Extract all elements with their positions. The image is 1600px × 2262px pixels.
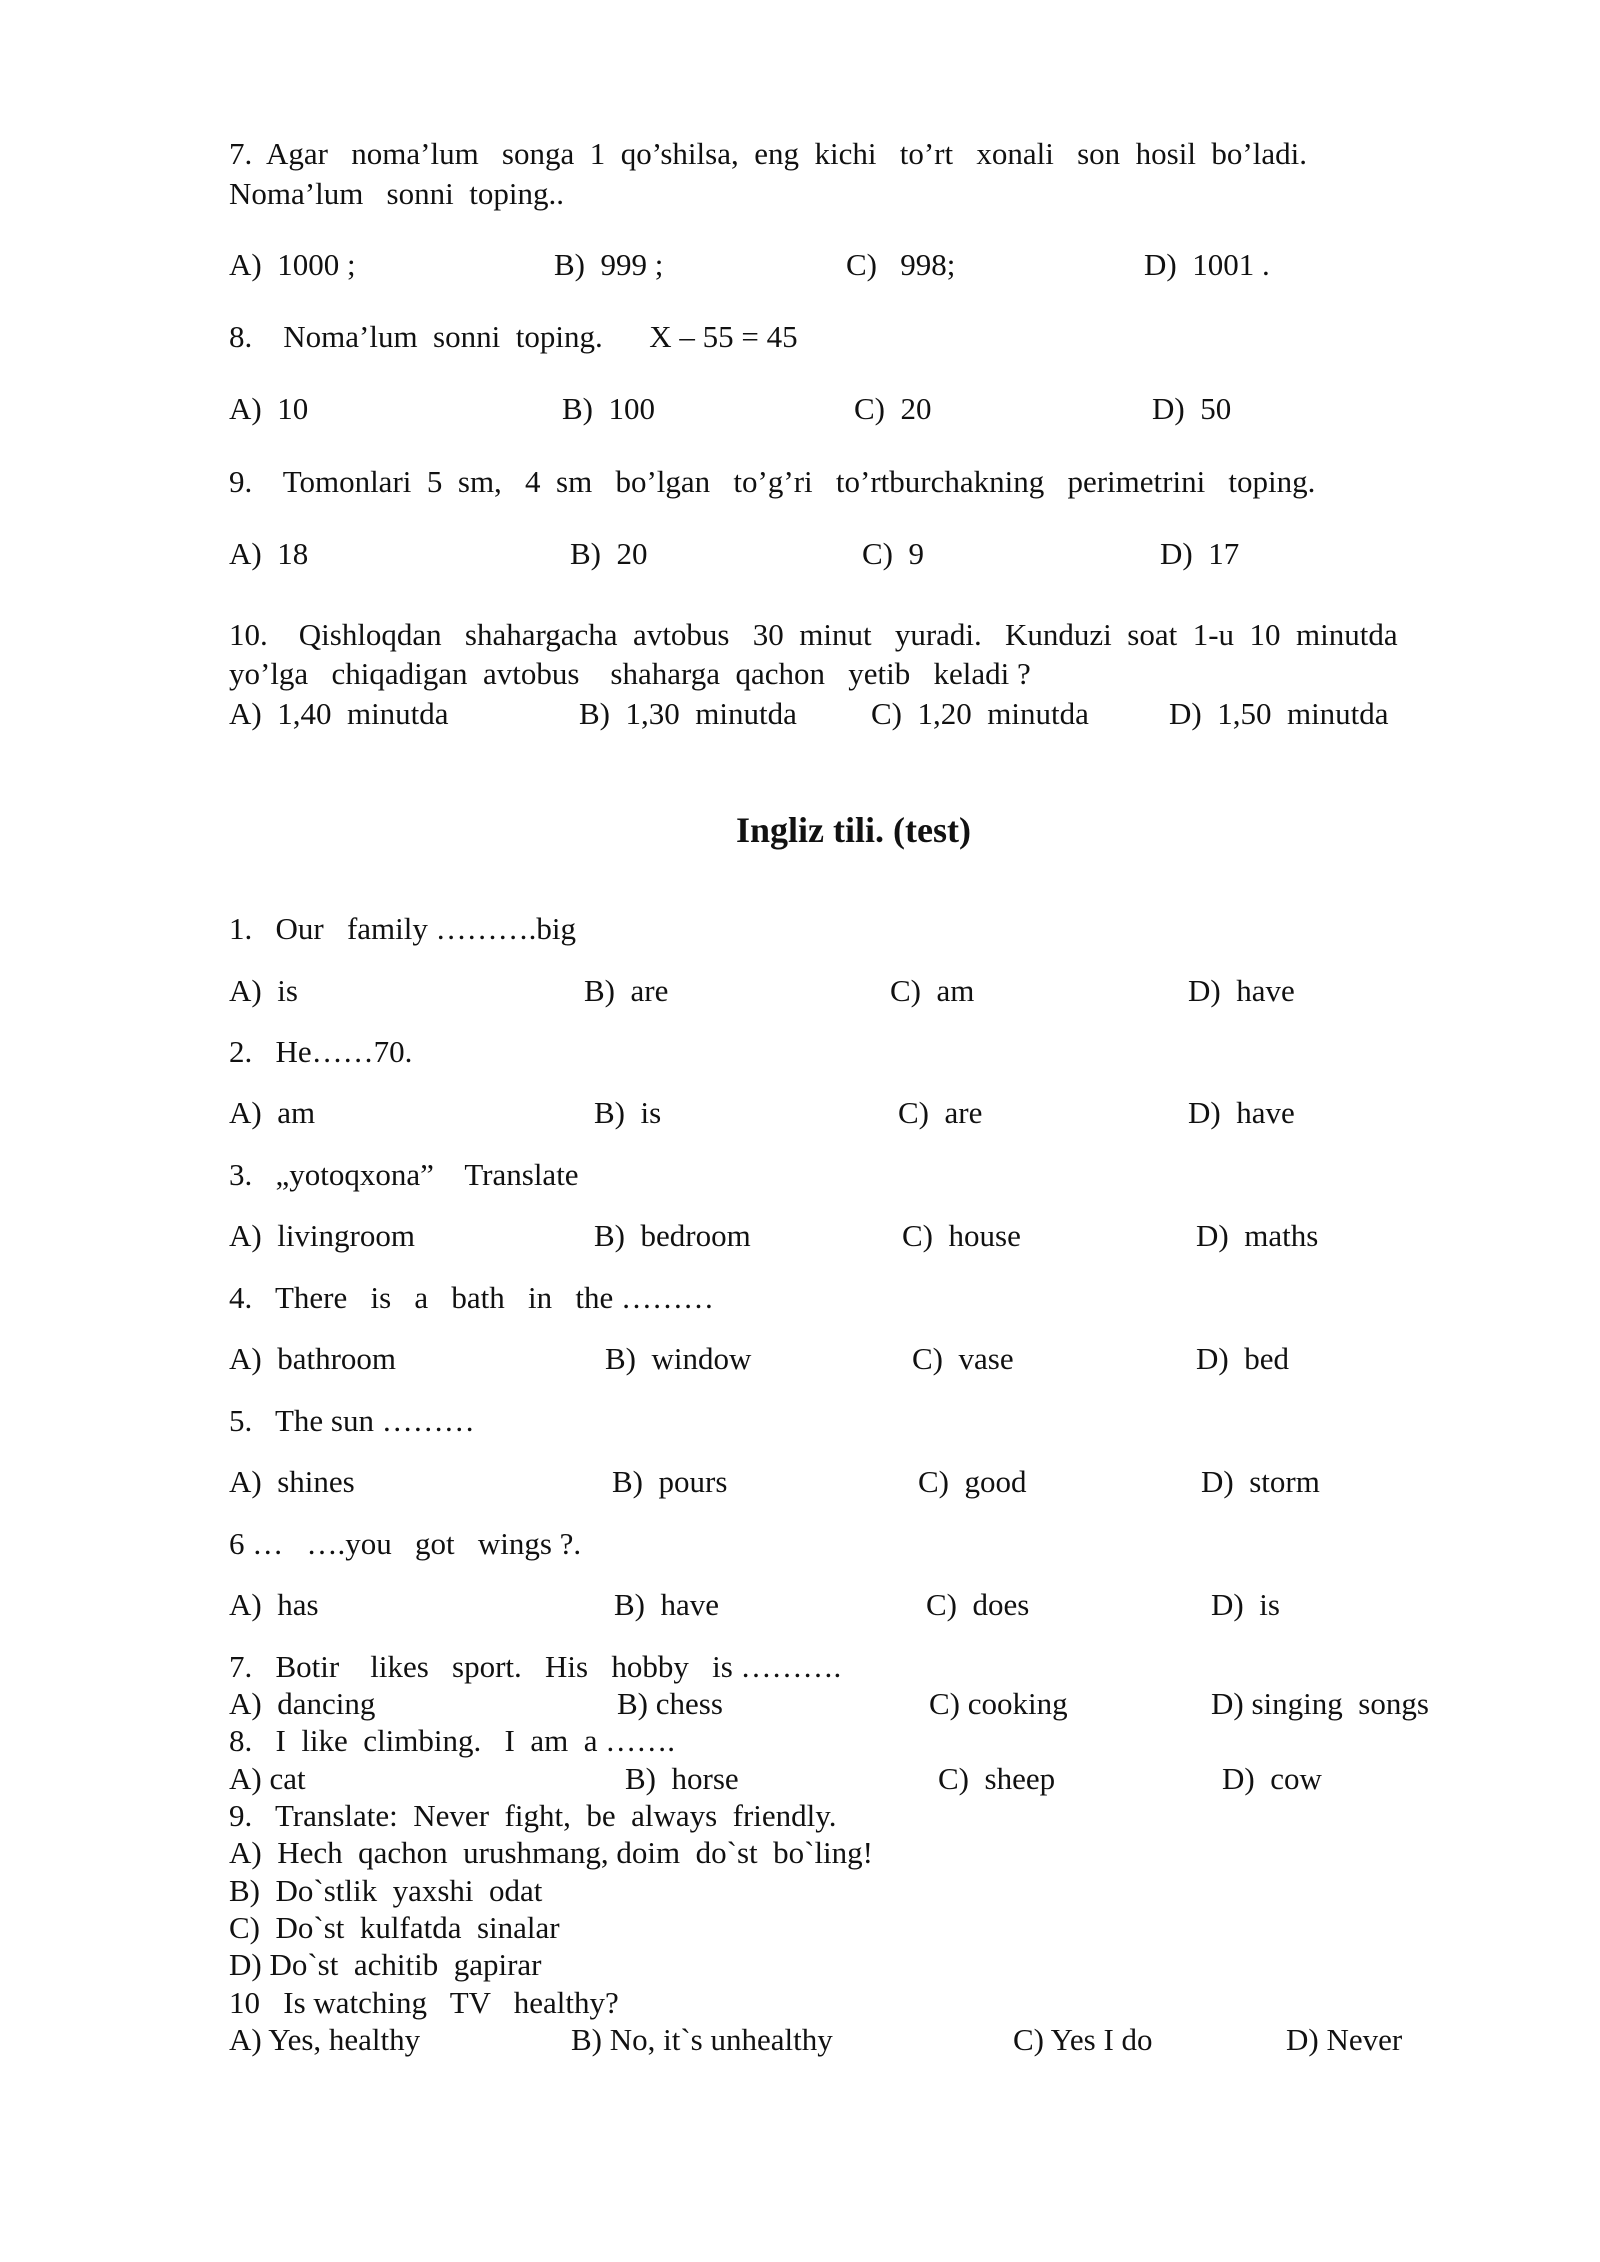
english-q1-option-c: C) am [890, 973, 975, 1008]
math-q9-option-b: B) 20 [570, 536, 648, 571]
math-q10-line2: yo’lga chiqadigan avtobus shaharga qachon yetib keladi ? [229, 656, 1031, 691]
english-q7-option-a: A) dancing [229, 1686, 376, 1721]
english-q9-option-a: A) Hech qachon urushmang, doim do`st bo`ling! [229, 1835, 873, 1870]
english-q4-option-b: B) window [605, 1341, 752, 1376]
english-q4-option-a: A) bathroom [229, 1341, 397, 1376]
english-section-title: Ingliz tili. (test) [736, 810, 971, 850]
math-q8-option-c: C) 20 [854, 391, 932, 426]
english-q8-option-d: D) cow [1222, 1761, 1322, 1796]
english-q6-option-b: B) have [614, 1587, 720, 1622]
english-q3-option-c: C) house [902, 1218, 1021, 1253]
math-q7-option-b: B) 999 ; [554, 247, 664, 282]
english-q1-option-a: A) is [229, 973, 298, 1008]
english-q9-option-c: C) Do`st kulfatda sinalar [229, 1910, 560, 1945]
english-q3-question: 3. „yotoqxona” Translate [229, 1157, 579, 1192]
english-q6-option-d: D) is [1211, 1587, 1280, 1622]
math-q7-option-d: D) 1001 . [1144, 247, 1270, 282]
english-q10-question: 10 Is watching TV healthy? [229, 1985, 619, 2020]
english-q8-option-a: A) cat [229, 1761, 306, 1796]
english-q4-question: 4. There is a bath in the ……… [229, 1280, 715, 1315]
english-q5-option-d: D) storm [1201, 1464, 1320, 1499]
math-q8-option-a: A) 10 [229, 391, 309, 426]
english-q5-question: 5. The sun ……… [229, 1403, 475, 1438]
english-q2-question: 2. He……70. [229, 1034, 413, 1069]
math-q8-option-b: B) 100 [562, 391, 655, 426]
english-q3-option-d: D) maths [1196, 1218, 1319, 1253]
english-q4-option-d: D) bed [1196, 1341, 1289, 1376]
math-q10-line1: 10. Qishloqdan shahargacha avtobus 30 minut yuradi. Kunduzi soat 1-u 10 minutda [229, 617, 1398, 652]
english-q10-option-d: D) Never [1286, 2022, 1403, 2057]
english-q8-question: 8. I like climbing. I am a ……. [229, 1723, 675, 1758]
math-q8-question: 8. Noma’lum sonni toping. X – 55 = 45 [229, 319, 798, 354]
english-q6-question: 6 … ….you got wings ?. [229, 1526, 582, 1561]
english-q1-option-d: D) have [1188, 973, 1295, 1008]
english-q2-option-d: D) have [1188, 1095, 1295, 1130]
english-q5-option-c: C) good [918, 1464, 1027, 1499]
math-q7-option-c: C) 998; [846, 247, 956, 282]
english-q5-option-a: A) shines [229, 1464, 355, 1499]
math-q10-option-d: D) 1,50 minutda [1169, 696, 1389, 731]
english-q3-option-b: B) bedroom [594, 1218, 751, 1253]
english-q9-question: 9. Translate: Never fight, be always friendly. [229, 1798, 837, 1833]
math-q7-line2: Noma’lum sonni toping.. [229, 176, 564, 211]
english-q8-option-c: C) sheep [938, 1761, 1056, 1796]
english-q10-option-c: C) Yes I do [1013, 2022, 1153, 2057]
english-q1-option-b: B) are [584, 973, 669, 1008]
math-q7-option-a: A) 1000 ; [229, 247, 356, 282]
math-q9-question: 9. Tomonlari 5 sm, 4 sm bo’lgan to’g’ri to’rtburchakning perimetrini toping. [229, 464, 1316, 499]
english-q6-option-a: A) has [229, 1587, 319, 1622]
english-q2-option-b: B) is [594, 1095, 662, 1130]
math-q10-option-b: B) 1,30 minutda [579, 696, 797, 731]
english-q9-option-b: B) Do`stlik yaxshi odat [229, 1873, 543, 1908]
math-q9-option-c: C) 9 [862, 536, 924, 571]
english-q7-option-b: B) chess [617, 1686, 723, 1721]
math-q9-option-d: D) 17 [1160, 536, 1240, 571]
english-q7-option-c: C) cooking [929, 1686, 1068, 1721]
english-q2-option-a: A) am [229, 1095, 316, 1130]
english-q10-option-b: B) No, it`s unhealthy [571, 2022, 833, 2057]
english-q9-option-d: D) Do`st achitib gapirar [229, 1947, 542, 1982]
english-q7-option-d: D) singing songs [1211, 1686, 1429, 1721]
english-q2-option-c: C) are [898, 1095, 983, 1130]
math-q9-option-a: A) 18 [229, 536, 309, 571]
math-q8-option-d: D) 50 [1152, 391, 1232, 426]
english-q5-option-b: B) pours [612, 1464, 728, 1499]
math-q7-line1: 7. Agar noma’lum songa 1 qo’shilsa, eng kichi to’rt xonali son hosil bo’ladi. [229, 136, 1307, 171]
english-q3-option-a: A) livingroom [229, 1218, 415, 1253]
math-q10-option-c: C) 1,20 minutda [871, 696, 1089, 731]
english-q7-question: 7. Botir likes sport. His hobby is ………. [229, 1649, 842, 1684]
english-q10-option-a: A) Yes, healthy [229, 2022, 421, 2057]
english-q8-option-b: B) horse [625, 1761, 739, 1796]
english-q4-option-c: C) vase [912, 1341, 1014, 1376]
english-q1-question: 1. Our family ……….big [229, 911, 576, 946]
math-q10-option-a: A) 1,40 minutda [229, 696, 449, 731]
english-q6-option-c: C) does [926, 1587, 1030, 1622]
